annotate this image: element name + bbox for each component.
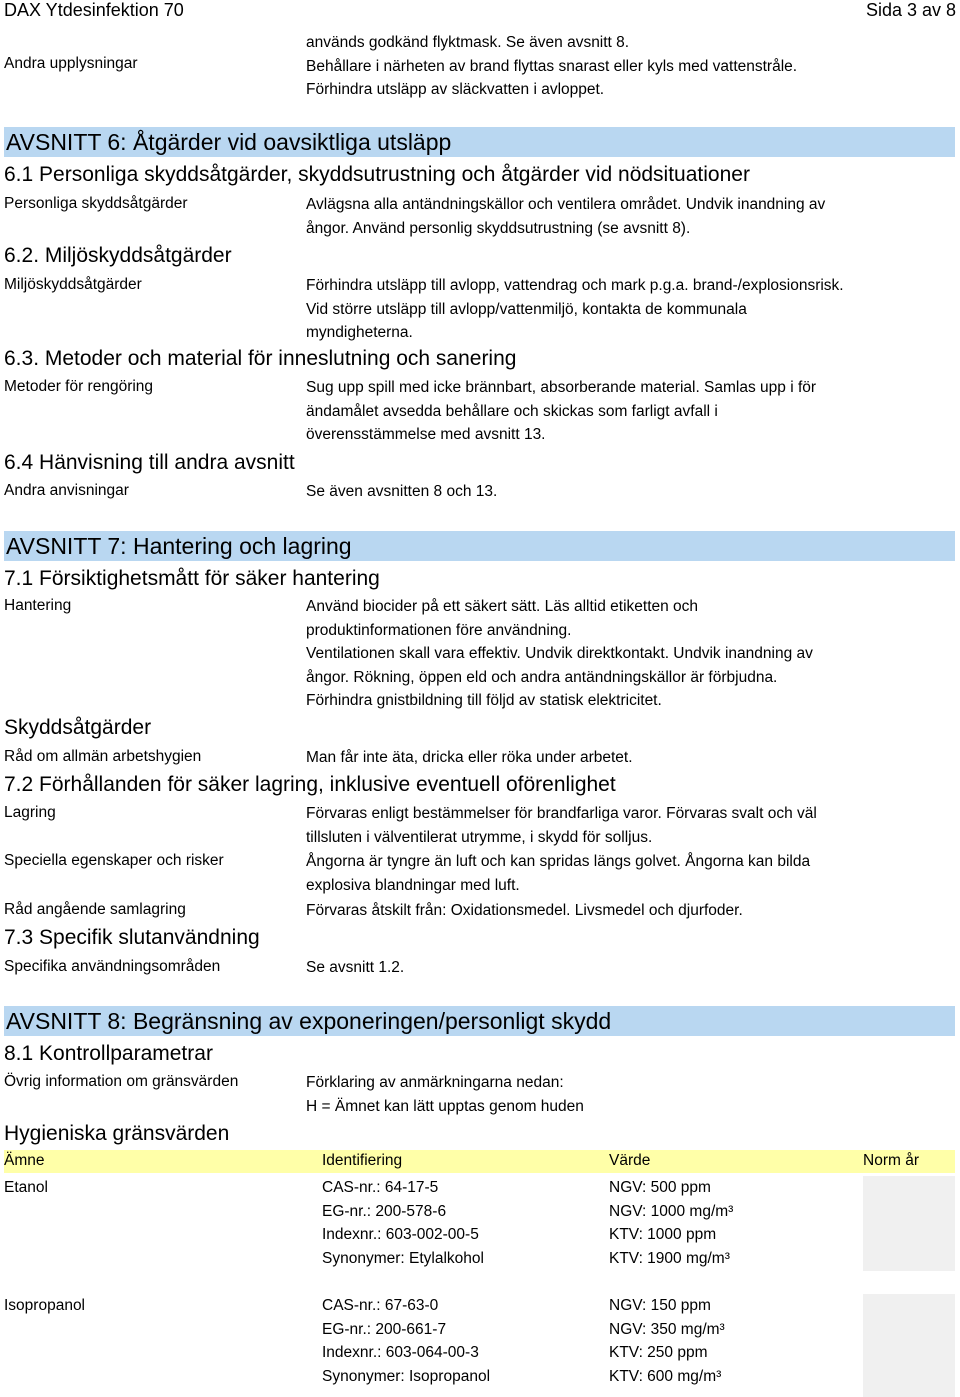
column-header: Ämne <box>4 1152 45 1169</box>
subsection-heading: 6.2. Miljöskyddsåtgärder <box>4 244 232 267</box>
text-line: Behållare i närheten av brand flyttas snarast eller kyls med vattenstråle. <box>306 58 798 75</box>
field-label: Speciella egenskaper och risker <box>4 852 224 869</box>
field-label: Andra anvisningar <box>4 482 129 499</box>
section-7-heading: AVSNITT 7: Hantering och lagring <box>4 531 955 561</box>
subsection-heading: 7.1 Försiktighetsmått för säker hantering <box>4 567 380 590</box>
subsection-heading: 7.2 Förhållanden för säker lagring, inklusive eventuell oförenlighet <box>4 773 616 796</box>
field-label: Lagring <box>4 804 56 821</box>
text-line: används godkänd flyktmask. Se även avsnitt 8. <box>306 34 630 51</box>
field-label: Hantering <box>4 597 72 614</box>
field-value: Se avsnitt 1.2. <box>306 959 405 976</box>
field-label: Råd angående samlagring <box>4 901 186 918</box>
column-header: Identifiering <box>322 1152 403 1169</box>
subsection-heading: 8.1 Kontrollparametrar <box>4 1042 213 1065</box>
norm-year-cell <box>863 1176 955 1271</box>
table-row-values: NGV: 150 ppm NGV: 350 mg/m³ KTV: 250 ppm KTV: 600 mg/m³ <box>609 1297 725 1385</box>
field-label: Personliga skyddsåtgärder <box>4 195 188 212</box>
page-number: Sida 3 av 8 <box>865 0 956 20</box>
field-value: Man får inte äta, dricka eller röka under arbetet. <box>306 749 633 766</box>
text-line: Förhindra utsläpp av släckvatten i avloppet. <box>306 81 605 98</box>
subsection-heading: 6.4 Hänvisning till andra avsnitt <box>4 451 295 474</box>
table-row-substance: Etanol <box>4 1179 48 1196</box>
column-header: Värde <box>609 1152 651 1169</box>
field-value: Använd biocider på ett säkert sätt. Läs alltid etiketten och produktinformationen före användning. Ventilationen skall vara effektiv. Undvik direktkontakt. Undvik inandning av ångor. Rökning, öppen eld och andra antändningskällor är förbjudna. Förhindra gnistbildning till följd av statisk elektricitet. <box>306 598 813 709</box>
field-label: Metoder för rengöring <box>4 378 154 395</box>
table-row-identification: CAS-nr.: 67-63-0 EG-nr.: 200-661-7 Indexnr.: 603-064-00-3 Synonymer: Isopropanol <box>322 1297 491 1385</box>
table-row-substance: Isopropanol <box>4 1297 86 1314</box>
field-value: Avlägsna alla antändningskällor och ventilera området. Undvik inandning av ångor. Använd personlig skyddsutrustning (se avsnitt 8). <box>306 196 826 237</box>
table-header-row <box>4 1150 955 1173</box>
subsection-heading: 7.3 Specifik slutanvändning <box>4 926 260 949</box>
subsection-heading: Hygieniska gränsvärden <box>4 1122 230 1145</box>
table-row-values: NGV: 500 ppm NGV: 1000 mg/m³ KTV: 1000 ppm KTV: 1900 mg/m³ <box>609 1179 734 1267</box>
field-value: Se även avsnitten 8 och 13. <box>306 483 498 500</box>
norm-year-cell <box>863 1294 955 1397</box>
field-label: Andra upplysningar <box>4 55 138 72</box>
table-row-identification: CAS-nr.: 64-17-5 EG-nr.: 200-578-6 Indexnr.: 603-002-00-5 Synonymer: Etylalkohol <box>322 1179 484 1267</box>
section-8-heading: AVSNITT 8: Begränsning av exponeringen/personligt skydd <box>4 1006 955 1036</box>
subsection-heading: 6.1 Personliga skyddsåtgärder, skyddsutrustning och åtgärder vid nödsituationer <box>4 163 750 186</box>
section-6-heading: AVSNITT 6: Åtgärder vid oavsiktliga utsläpp <box>4 127 955 157</box>
field-value: Förhindra utsläpp till avlopp, vattendrag och mark p.g.a. brand-/explosionsrisk. Vid större utsläpp till avlopp/vattenmiljö, kontakta de kommunala myndigheterna. <box>306 277 844 341</box>
column-header: Norm år <box>863 1152 919 1169</box>
field-label: Miljöskyddsåtgärder <box>4 276 142 293</box>
field-label: Specifika användningsområden <box>4 958 221 975</box>
field-value: Förvaras åtskilt från: Oxidationsmedel. Livsmedel och djurfoder. <box>306 902 743 919</box>
field-value: Förvaras enligt bestämmelser för brandfarliga varor. Förvaras svalt och väl tillsluten i välventilerat utrymme, i skydd för solljus. <box>306 805 817 846</box>
field-value: Ångorna är tyngre än luft och kan spridas längs golvet. Ångorna kan bilda explosiva blandningar med luft. <box>306 853 811 894</box>
field-label: Övrig information om gränsvärden <box>4 1073 239 1090</box>
document-title: DAX Ytdesinfektion 70 <box>4 0 184 20</box>
subsection-heading: 6.3. Metoder och material för inneslutning och sanering <box>4 347 517 370</box>
field-value: Förklaring av anmärkningarna nedan: H = Ämnet kan lätt upptas genom huden <box>306 1074 584 1115</box>
subsection-heading: Skyddsåtgärder <box>4 716 152 739</box>
field-value: Sug upp spill med icke brännbart, absorberande material. Samlas upp i för ändamålet avsedda behållare och skickas som farligt avfall i överensstämmelse med avsnitt 13. <box>306 379 817 443</box>
field-label: Råd om allmän arbetshygien <box>4 748 202 765</box>
